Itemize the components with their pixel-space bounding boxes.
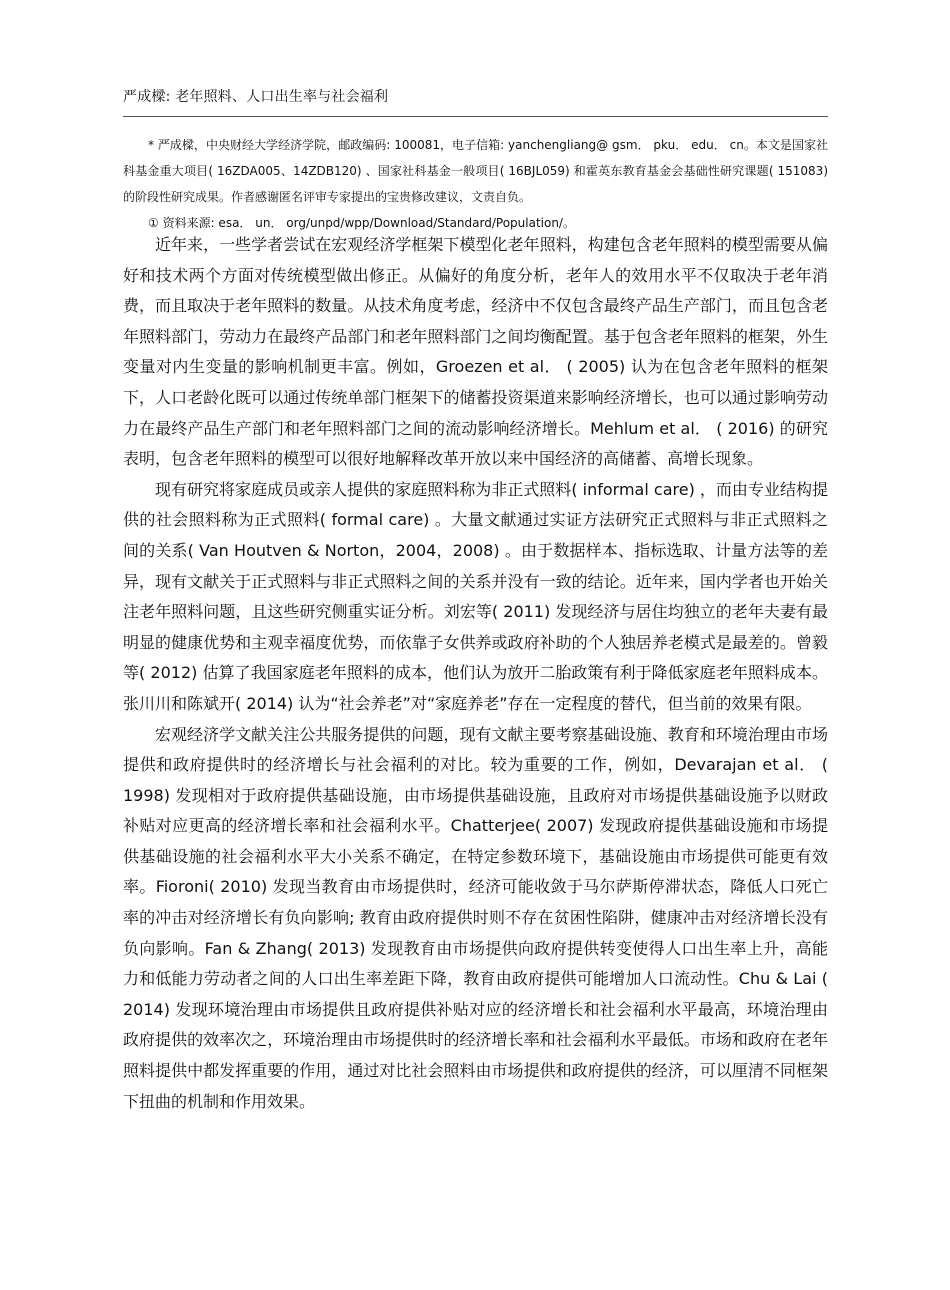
author-footnote: * 严成樑，中央财经大学经济学院，邮政编码: 100081，电子信箱: yanchengliang@ gsm． pku． edu． cn。本文是国家社科基金重大项目( 16ZDA005、14ZDB120) 、国家社科基金一般项目( 16BJL059) 和霍英东教育基金会基础性研究课题( 151083) 的阶段性研究成果。作者感谢匿名评审专家提出的宝贵修改建议，文责自负。 (123, 138, 828, 204)
source-footnote: ① 资料来源: esa． un． org/unpd/wpp/Download/Standard/Population/。 (148, 216, 575, 230)
body-paragraph: 宏观经济学文献关注公共服务提供的问题，现有文献主要考察基础设施、教育和环境治理由市场提供和政府提供时的经济增长与社会福利的对比。较为重要的工作，例如，Devarajan et al． ( 1998) 发现相对于政府提供基础设施，由市场提供基础设施，且政府对市场提供基础设施予以财政补贴对应更高的经济增长率和社会福利水平。Chatterjee( 2007) 发现政府提供基础设施和市场提供基础设施的社会福利水平大小关系不确定，在特定参数环境下，基础设施由市场提供可能更有效率。Fioroni( 2010) 发现当教育由市场提供时，经济可能收敛于马尔萨斯停滞状态，降低人口死亡率的冲击对经济增长有负向影响; 教育由政府提供时则不存在贫困性陷阱，健康冲击对经济增长没有负向影响。Fan & Zhang( 2013) 发现教育由市场提供向政府提供转变使得人口出生率上升，高能力和低能力劳动者之间的人口出生率差距下降，教育由政府提供可能增加人口流动性。Chu & Lai ( 2014) 发现环境治理由市场提供且政府提供补贴对应的经济增长和社会福利水平最高，环境治理由政府提供的效率次之，环境治理由市场提供时的经济增长率和社会福利水平最低。市场和政府在老年照料提供中都发挥重要的作用，通过对比社会照料由市场提供和政府提供的经济，可以厘清不同框架下扭曲的机制和作用效果。 (123, 724, 828, 1111)
body-text (123, 230, 828, 1117)
header-rule (123, 116, 828, 117)
running-header: 严成樑: 老年照料、人口出生率与社会福利 (123, 89, 389, 105)
body-paragraph: 近年来，一些学者尝试在宏观经济学框架下模型化老年照料，构建包含老年照料的模型需要从偏好和技术两个方面对传统模型做出修正。从偏好的角度分析，老年人的效用水平不仅取决于老年消费，而且取决于老年照料的数量。从技术角度考虑，经济中不仅包含最终产品生产部门，而且包含老年照料部门，劳动力在最终产品部门和老年照料部门之间均衡配置。基于包含老年照料的框架，外生变量对内生变量的影响机制更丰富。例如，Groezen et al． ( 2005) 认为在包含老年照料的框架下，人口老龄化既可以通过传统单部门框架下的储蓄投资渠道来影响经济增长，也可以通过影响劳动力在最终产品生产部门和老年照料部门之间的流动影响经济增长。Mehlum et al． ( 2016) 的研究表明，包含老年照料的模型可以很好地解释改革开放以来中国经济的高储蓄、高增长现象。 (123, 235, 828, 469)
footnotes (123, 132, 828, 236)
body-paragraph: 现有研究将家庭成员或亲人提供的家庭照料称为非正式照料( informal care) ，而由专业结构提供的社会照料称为正式照料( formal care) 。大量文献通过实证方法研究正式照料与非正式照料之间的关系( Van Houtven & Norton，2004，2008) 。由于数据样本、指标选取、计量方法等的差异，现有文献关于正式照料与非正式照料之间的关系并没有一致的结论。近年来，国内学者也开始关注老年照料问题，且这些研究侧重实证分析。刘宏等( 2011) 发现经济与居住均独立的老年夫妻有最明显的健康优势和主观幸福度优势，而依靠子女供养或政府补助的个人独居养老模式是最差的。曾毅等( 2012) 估算了我国家庭老年照料的成本，他们认为放开二胎政策有利于降低家庭老年照料成本。张川川和陈斌开( 2014) 认为“社会养老”对“家庭养老”存在一定程度的替代，但当前的效果有限。 (123, 479, 828, 713)
